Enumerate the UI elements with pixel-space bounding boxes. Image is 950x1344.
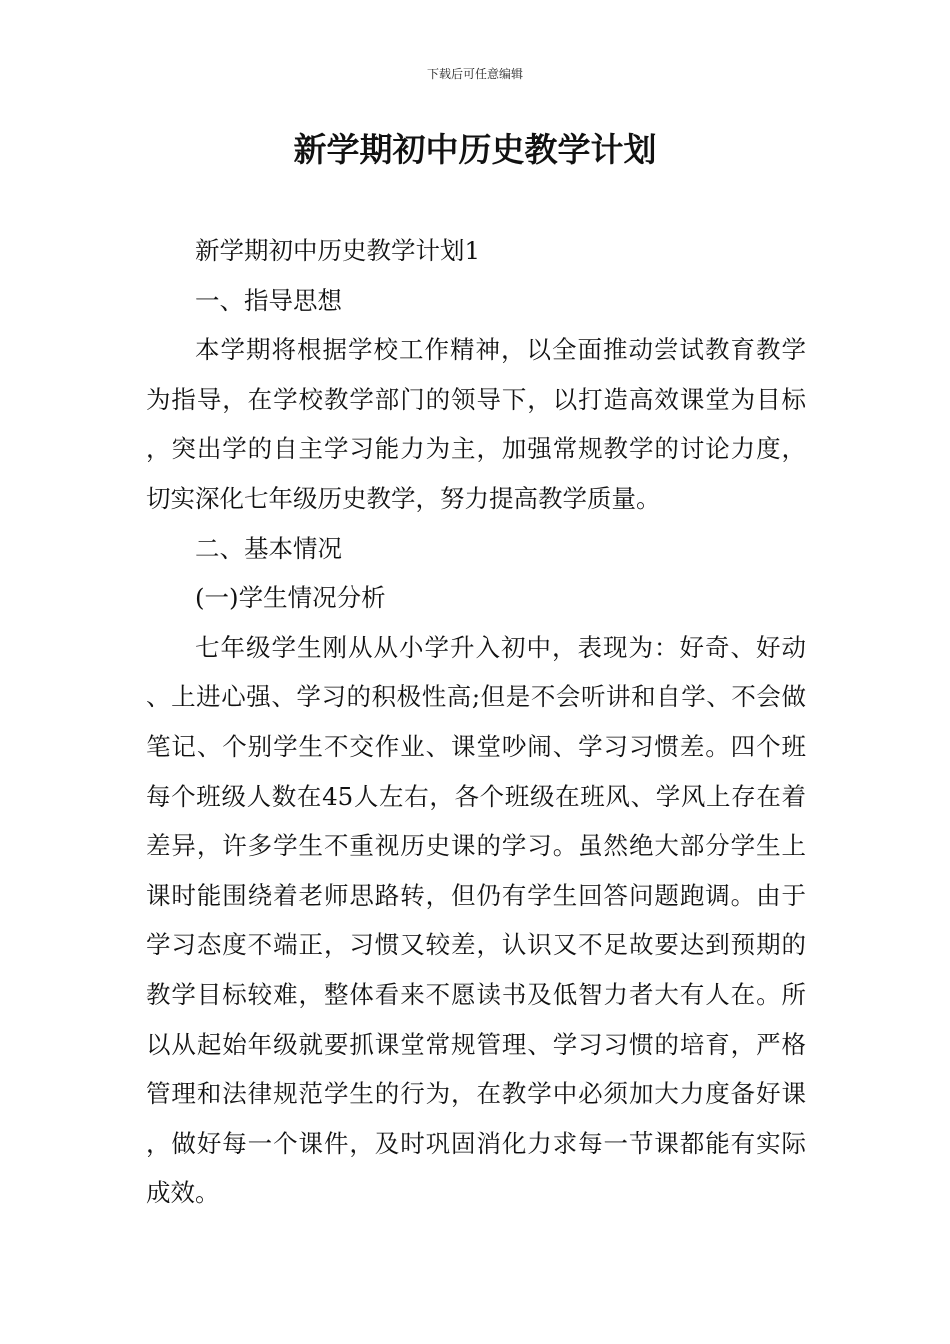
section-heading: 新学期初中历史教学计划1 [195,236,481,265]
document-title: 新学期初中历史教学计划 [293,130,657,169]
body-paragraph: 七年级学生刚从从小学升入初中，表现为：好奇、好动、上进心强、学习的积极性高;但是不会听讲和自学、不会做笔记、个别学生不交作业、课堂吵闹、学习习惯差。四个班每个班级人数在45人左右，各个班级在班风、学风上存在着差异，许多学生不重视历史课的学习。虽然绝大部分学生上课时能围绕着老师思路转，但仍有学生回答问题跑调。由于学习态度不端正，习惯又较差，认识又不足故要达到预期的教学目标较难，整体看来不愿读书及低智力者大有人在。所以从起始年级就要抓课堂常规管理、学习习惯的培育，严格管理和法律规范学生的行为，在教学中必须加大力度备好课，做好每一个课件，及时巩固消化力求每一节课都能有实际成效。 [146,632,806,1208]
section-heading: 一、指导思想 [195,285,342,315]
section-heading: 二、基本情况 [195,533,342,563]
document-body [146,226,806,1218]
body-paragraph: 本学期将根据学校工作精神，以全面推动尝试教育教学为指导，在学校教学部门的领导下，以打造高效课堂为目标，突出学的自主学习能力为主，加强常规教学的讨论力度，切实深化七年级历史教学，努力提高教学质量。 [146,335,806,513]
header-note: 下载后可任意编辑 [426,67,523,81]
subsection-heading: (一)学生情况分析 [195,583,386,613]
